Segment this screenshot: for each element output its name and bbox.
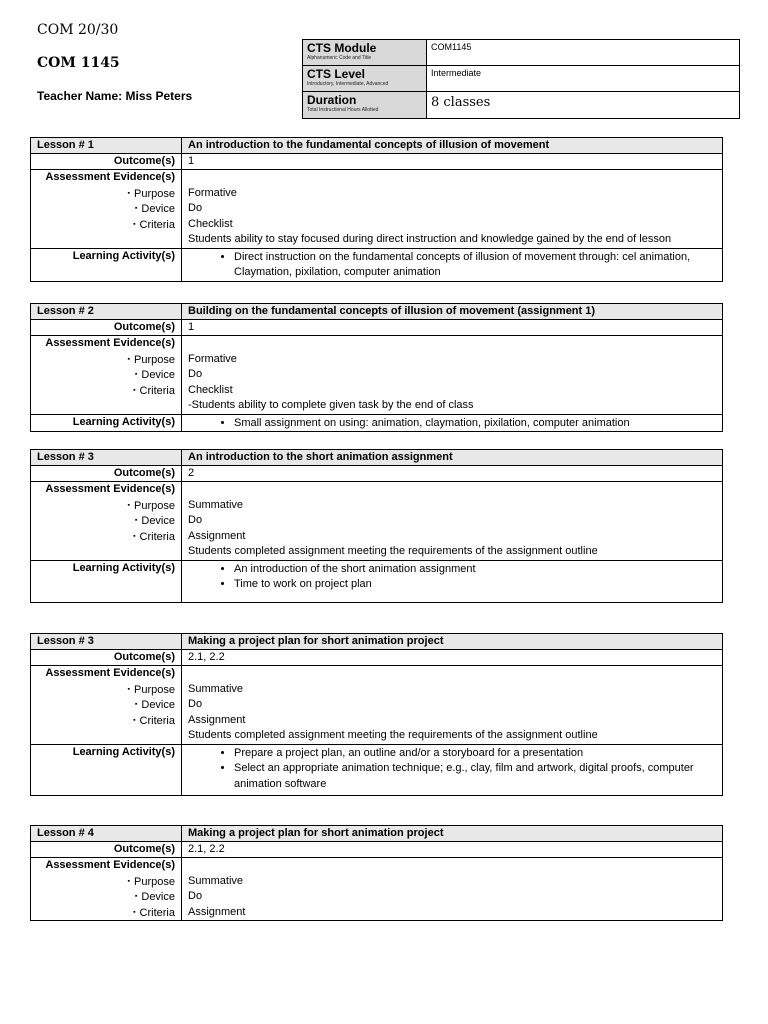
learning-activity-label: Learning Activity(s): [31, 744, 182, 795]
lesson-title-row: [31, 450, 723, 466]
teacher-name: Teacher Name: Miss Peters: [37, 89, 193, 103]
lesson-title: Building on the fundamental concepts of illusion of movement (assignment 1): [182, 304, 723, 320]
cts-level-label-cell: [303, 66, 427, 92]
assessment-values: [182, 666, 723, 745]
criteria-value: Assignment: [188, 529, 246, 542]
lesson-title-row: [31, 138, 723, 154]
criteria-value: Assignment: [188, 905, 246, 918]
learning-activity-row: [31, 744, 723, 795]
criteria-value: Assignment: [188, 713, 246, 726]
outcome-value: 2.1, 2.2: [182, 842, 723, 858]
lesson-title-row: [31, 826, 723, 842]
assessment-row: [31, 170, 723, 249]
outcome-label: Outcome(s): [31, 466, 182, 482]
learning-activity-label: Learning Activity(s): [31, 248, 182, 281]
criteria-detail: Students completed assignment meeting the requirements of the assignment outline: [188, 729, 598, 741]
outcome-row: [31, 320, 723, 336]
assessment-label: Assessment Evidence(s): [45, 337, 175, 349]
purpose-value: Summative: [188, 498, 244, 511]
purpose-value: Summative: [188, 682, 244, 695]
assessment-label: Assessment Evidence(s): [45, 171, 175, 183]
lesson-number: Lesson # 4: [31, 826, 182, 842]
purpose-label-line: [37, 498, 175, 514]
lesson-table-3: [30, 449, 723, 603]
outcome-value: 2: [182, 466, 723, 482]
outcome-row: [31, 650, 723, 666]
activity-item: • Select an appropriate animation technique; e.g., clay, film and artwork, digital proofs, computer animation software: [234, 761, 716, 792]
criteria-label: Criteria: [139, 218, 175, 231]
outcome-value: 1: [182, 320, 723, 336]
purpose-label-line: [37, 186, 175, 202]
device-label: Device: [141, 699, 175, 711]
cts-level-row: [303, 66, 740, 92]
criteria-detail: Students ability to stay focused during direct instruction and knowledge gained by the end of lesson: [188, 233, 672, 245]
cts-info-table: [302, 39, 740, 119]
lesson-number: Lesson # 3: [31, 450, 182, 466]
purpose-value: Formative: [188, 352, 237, 365]
purpose-value: Formative: [188, 186, 237, 199]
outcome-value: 2.1, 2.2: [182, 650, 723, 666]
outcome-label: Outcome(s): [31, 154, 182, 170]
purpose-label: Purpose: [134, 499, 175, 512]
lesson-title-row: [31, 304, 723, 320]
learning-activity-row: [31, 560, 723, 602]
square-bullet-icon: ▪: [133, 532, 136, 540]
learning-activity-label: Learning Activity(s): [31, 414, 182, 432]
outcome-row: [31, 154, 723, 170]
lesson-title: An introduction to the short animation assignment: [182, 450, 723, 466]
lesson-title: Making a project plan for short animation project: [182, 826, 723, 842]
lesson-table-1: [30, 137, 723, 282]
duration-label: Duration: [307, 93, 357, 107]
assessment-row: [31, 666, 723, 745]
outcome-row: [31, 842, 723, 858]
purpose-label-line: [37, 874, 175, 890]
learning-activity-list: [182, 414, 723, 432]
criteria-label: Criteria: [139, 384, 175, 397]
criteria-value: Checklist: [188, 217, 233, 230]
criteria-detail: Students completed assignment meeting the requirements of the assignment outline: [188, 545, 598, 557]
criteria-label-line: [37, 383, 175, 399]
learning-activity-list: [182, 744, 723, 795]
lesson-number: Lesson # 1: [31, 138, 182, 154]
lesson-number: Lesson # 3: [31, 634, 182, 650]
device-label: Device: [141, 891, 175, 903]
assessment-values: [182, 336, 723, 415]
device-value: Do: [188, 368, 203, 380]
assessment-row: [31, 858, 723, 921]
lesson-title: Making a project plan for short animation project: [182, 634, 723, 650]
square-bullet-icon: ▪: [127, 877, 131, 885]
cts-level-value: Intermediate: [427, 66, 740, 92]
assessment-row: [31, 482, 723, 561]
square-bullet-icon: ▪: [134, 371, 138, 378]
square-bullet-icon: ▪: [133, 908, 136, 916]
activity-item: • Time to work on project plan: [234, 577, 716, 593]
square-bullet-icon: ▪: [134, 893, 138, 900]
criteria-label-line: [37, 905, 175, 921]
purpose-label-line: [37, 352, 175, 368]
outcome-value: 1: [182, 154, 723, 170]
device-label: Device: [141, 515, 175, 527]
learning-activity-list: [182, 248, 723, 281]
criteria-label-line: [37, 529, 175, 545]
device-label: Device: [141, 203, 175, 215]
device-value: Do: [188, 890, 203, 902]
assessment-labels: [31, 170, 182, 249]
criteria-label-line: [37, 217, 175, 233]
square-bullet-icon: ▪: [134, 205, 138, 212]
criteria-label: Criteria: [139, 714, 175, 727]
cts-module-row: [303, 40, 740, 66]
cts-level-label: CTS Level: [307, 67, 366, 81]
purpose-label: Purpose: [134, 187, 175, 200]
criteria-value: Checklist: [188, 383, 233, 396]
assessment-label: Assessment Evidence(s): [45, 483, 175, 495]
learning-activity-list: [182, 560, 723, 602]
outcome-row: [31, 466, 723, 482]
device-label-line: [37, 697, 175, 713]
lesson-table-5: [30, 825, 723, 921]
learning-activity-row: [31, 414, 723, 432]
device-label-line: [37, 513, 175, 529]
assessment-values: [182, 170, 723, 249]
assessment-labels: [31, 666, 182, 745]
device-label: Device: [141, 369, 175, 381]
lesson-title: An introduction to the fundamental concepts of illusion of movement: [182, 138, 723, 154]
assessment-values: [182, 482, 723, 561]
learning-activity-row: [31, 248, 723, 281]
activity-item: • Direct instruction on the fundamental concepts of illusion of movement through: cel animation, Claymation, pixilation, computer animation: [234, 250, 716, 281]
cts-module-label: CTS Module: [307, 41, 377, 55]
activity-item: • An introduction of the short animation assignment: [234, 562, 716, 578]
cts-module-value: COM1145: [427, 40, 740, 66]
purpose-label: Purpose: [134, 683, 175, 696]
assessment-values: [182, 858, 723, 921]
outcome-label: Outcome(s): [31, 320, 182, 336]
lesson-title-row: [31, 634, 723, 650]
assessment-labels: [31, 858, 182, 921]
square-bullet-icon: ▪: [133, 386, 136, 394]
lesson-number: Lesson # 2: [31, 304, 182, 320]
criteria-label: Criteria: [139, 906, 175, 919]
square-bullet-icon: ▪: [133, 716, 136, 724]
device-label-line: [37, 201, 175, 217]
assessment-labels: [31, 336, 182, 415]
duration-value: 8 classes: [427, 92, 740, 119]
activity-item: • Small assignment on using: animation, claymation, pixilation, computer animation: [234, 416, 716, 432]
square-bullet-icon: ▪: [127, 355, 131, 363]
outcome-label: Outcome(s): [31, 650, 182, 666]
device-value: Do: [188, 202, 203, 214]
duration-label-cell: [303, 92, 427, 119]
device-label-line: [37, 889, 175, 905]
criteria-label-line: [37, 713, 175, 729]
duration-sublabel: Total Instructional Hours Allotted: [307, 107, 379, 113]
course-title: COM 1145: [37, 55, 120, 71]
learning-activity-label: Learning Activity(s): [31, 560, 182, 602]
purpose-label: Purpose: [134, 875, 175, 888]
assessment-label: Assessment Evidence(s): [45, 859, 175, 871]
square-bullet-icon: ▪: [133, 220, 136, 228]
square-bullet-icon: ▪: [127, 501, 131, 509]
assessment-label: Assessment Evidence(s): [45, 667, 175, 679]
lesson-table-2: [30, 303, 723, 432]
course-code: COM 20/30: [37, 22, 119, 38]
cts-level-sublabel: Introductory, Intermediate, Advanced: [307, 81, 389, 87]
criteria-detail: -Students ability to complete given task by the end of class: [188, 399, 474, 411]
device-value: Do: [188, 698, 203, 710]
cts-module-sublabel: Alphanumeric Code and Title: [307, 55, 372, 61]
square-bullet-icon: ▪: [127, 685, 131, 693]
activity-item: • Prepare a project plan, an outline and/or a storyboard for a presentation: [234, 746, 716, 762]
cts-module-label-cell: [303, 40, 427, 66]
square-bullet-icon: ▪: [134, 517, 138, 524]
outcome-label: Outcome(s): [31, 842, 182, 858]
assessment-row: [31, 336, 723, 415]
device-value: Do: [188, 514, 203, 526]
square-bullet-icon: ▪: [127, 189, 131, 197]
duration-row: [303, 92, 740, 119]
criteria-label: Criteria: [139, 530, 175, 543]
purpose-label-line: [37, 682, 175, 698]
assessment-labels: [31, 482, 182, 561]
device-label-line: [37, 367, 175, 383]
lesson-table-4: [30, 633, 723, 796]
purpose-label: Purpose: [134, 353, 175, 366]
purpose-value: Summative: [188, 874, 244, 887]
square-bullet-icon: ▪: [134, 701, 138, 708]
